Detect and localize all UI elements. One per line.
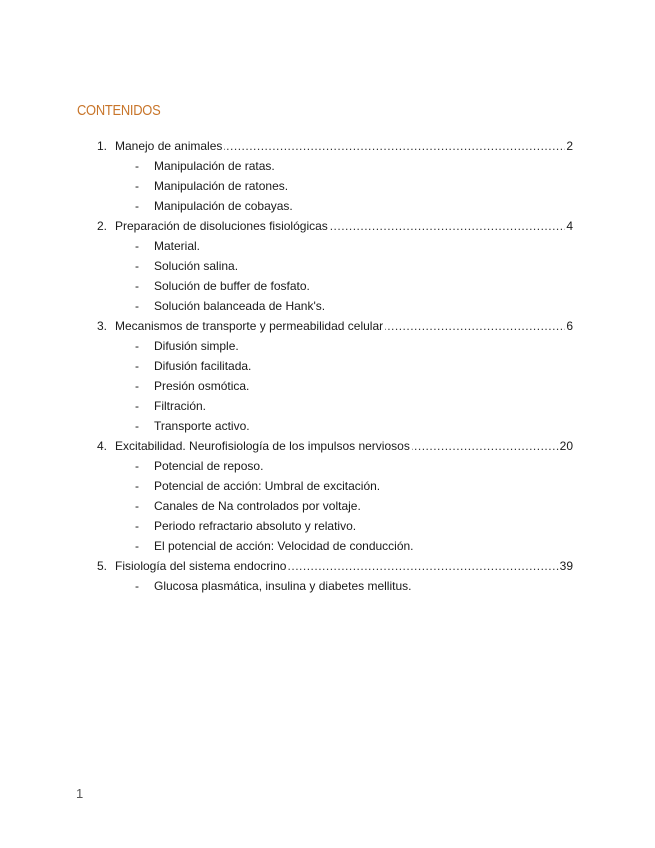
subitem-text: Transporte activo. bbox=[154, 419, 250, 433]
page-number: 1 bbox=[76, 786, 84, 801]
toc-subitem bbox=[0, 256, 655, 276]
subitem-text: Canales de Na controlados por voltaje. bbox=[154, 499, 361, 513]
toc-entry[interactable] bbox=[0, 556, 655, 576]
entry-title: Manejo de animales bbox=[115, 136, 224, 156]
bullet-dash: - bbox=[135, 279, 139, 293]
toc-entry[interactable] bbox=[0, 316, 655, 336]
subitem-text: Difusión simple. bbox=[154, 339, 239, 353]
toc-subitem bbox=[0, 476, 655, 496]
toc-subitem bbox=[0, 276, 655, 296]
entry-number: 1. bbox=[97, 139, 108, 153]
bullet-dash: - bbox=[135, 539, 139, 553]
entry-number: 4. bbox=[97, 439, 108, 453]
toc-subitem bbox=[0, 156, 655, 176]
bullet-dash: - bbox=[135, 159, 139, 173]
toc-subitem bbox=[0, 376, 655, 396]
subitem-text: Periodo refractario absoluto y relativo. bbox=[154, 519, 357, 533]
toc-entry[interactable] bbox=[0, 216, 655, 236]
subitem-text: Potencial de reposo. bbox=[154, 459, 264, 473]
table-of-contents bbox=[0, 136, 655, 596]
subitem-text: Solución de buffer de fosfato. bbox=[154, 279, 310, 293]
subitem-text: Manipulación de ratones. bbox=[154, 179, 289, 193]
subitem-text: Solución salina. bbox=[154, 259, 239, 273]
subitem-text: El potencial de acción: Velocidad de conducción. bbox=[154, 539, 414, 553]
toc-subitem bbox=[0, 456, 655, 476]
toc-subitem bbox=[0, 536, 655, 556]
toc-subitem bbox=[0, 576, 655, 596]
bullet-dash: - bbox=[135, 359, 139, 373]
toc-subitem bbox=[0, 196, 655, 216]
entry-title: Fisiología del sistema endocrino bbox=[115, 556, 288, 576]
bullet-dash: - bbox=[135, 479, 139, 493]
bullet-dash: - bbox=[135, 519, 139, 533]
subitem-text: Presión osmótica. bbox=[154, 379, 250, 393]
bullet-dash: - bbox=[135, 459, 139, 473]
subitem-text: Glucosa plasmática, insulina y diabetes mellitus. bbox=[154, 579, 412, 593]
subitem-text: Manipulación de ratas. bbox=[154, 159, 275, 173]
bullet-dash: - bbox=[135, 179, 139, 193]
subitem-text: Potencial de acción: Umbral de excitación. bbox=[154, 479, 381, 493]
entry-page: 4 bbox=[565, 216, 573, 236]
bullet-dash: - bbox=[135, 419, 139, 433]
bullet-dash: - bbox=[135, 259, 139, 273]
toc-subitem bbox=[0, 516, 655, 536]
entry-number: 5. bbox=[97, 559, 108, 573]
toc-subitem bbox=[0, 236, 655, 256]
bullet-dash: - bbox=[135, 379, 139, 393]
toc-subitem bbox=[0, 416, 655, 436]
entry-page: 2 bbox=[565, 136, 573, 156]
bullet-dash: - bbox=[135, 499, 139, 513]
entry-title: Preparación de disoluciones fisiológicas bbox=[115, 216, 330, 236]
toc-entry[interactable] bbox=[0, 436, 655, 456]
toc-entry[interactable] bbox=[0, 136, 655, 156]
subitem-text: Material. bbox=[154, 239, 201, 253]
entry-title: Mecanismos de transporte y permeabilidad celular bbox=[115, 316, 385, 336]
entry-page: 20 bbox=[559, 436, 573, 456]
entry-page: 39 bbox=[559, 556, 573, 576]
toc-heading: CONTENIDOS bbox=[77, 102, 161, 119]
bullet-dash: - bbox=[135, 299, 139, 313]
bullet-dash: - bbox=[135, 399, 139, 413]
bullet-dash: - bbox=[135, 199, 139, 213]
subitem-text: Solución balanceada de Hank's. bbox=[154, 299, 326, 313]
entry-title: Excitabilidad. Neurofisiología de los impulsos nerviosos bbox=[115, 436, 412, 456]
toc-subitem bbox=[0, 496, 655, 516]
entry-number: 2. bbox=[97, 219, 108, 233]
bullet-dash: - bbox=[135, 339, 139, 353]
bullet-dash: - bbox=[135, 239, 139, 253]
bullet-dash: - bbox=[135, 579, 139, 593]
entry-number: 3. bbox=[97, 319, 108, 333]
toc-subitem bbox=[0, 396, 655, 416]
entry-page: 6 bbox=[565, 316, 573, 336]
subitem-text: Manipulación de cobayas. bbox=[154, 199, 293, 213]
toc-subitem bbox=[0, 336, 655, 356]
subitem-text: Filtración. bbox=[154, 399, 207, 413]
toc-subitem bbox=[0, 356, 655, 376]
subitem-text: Difusión facilitada. bbox=[154, 359, 252, 373]
toc-subitem bbox=[0, 296, 655, 316]
toc-subitem bbox=[0, 176, 655, 196]
